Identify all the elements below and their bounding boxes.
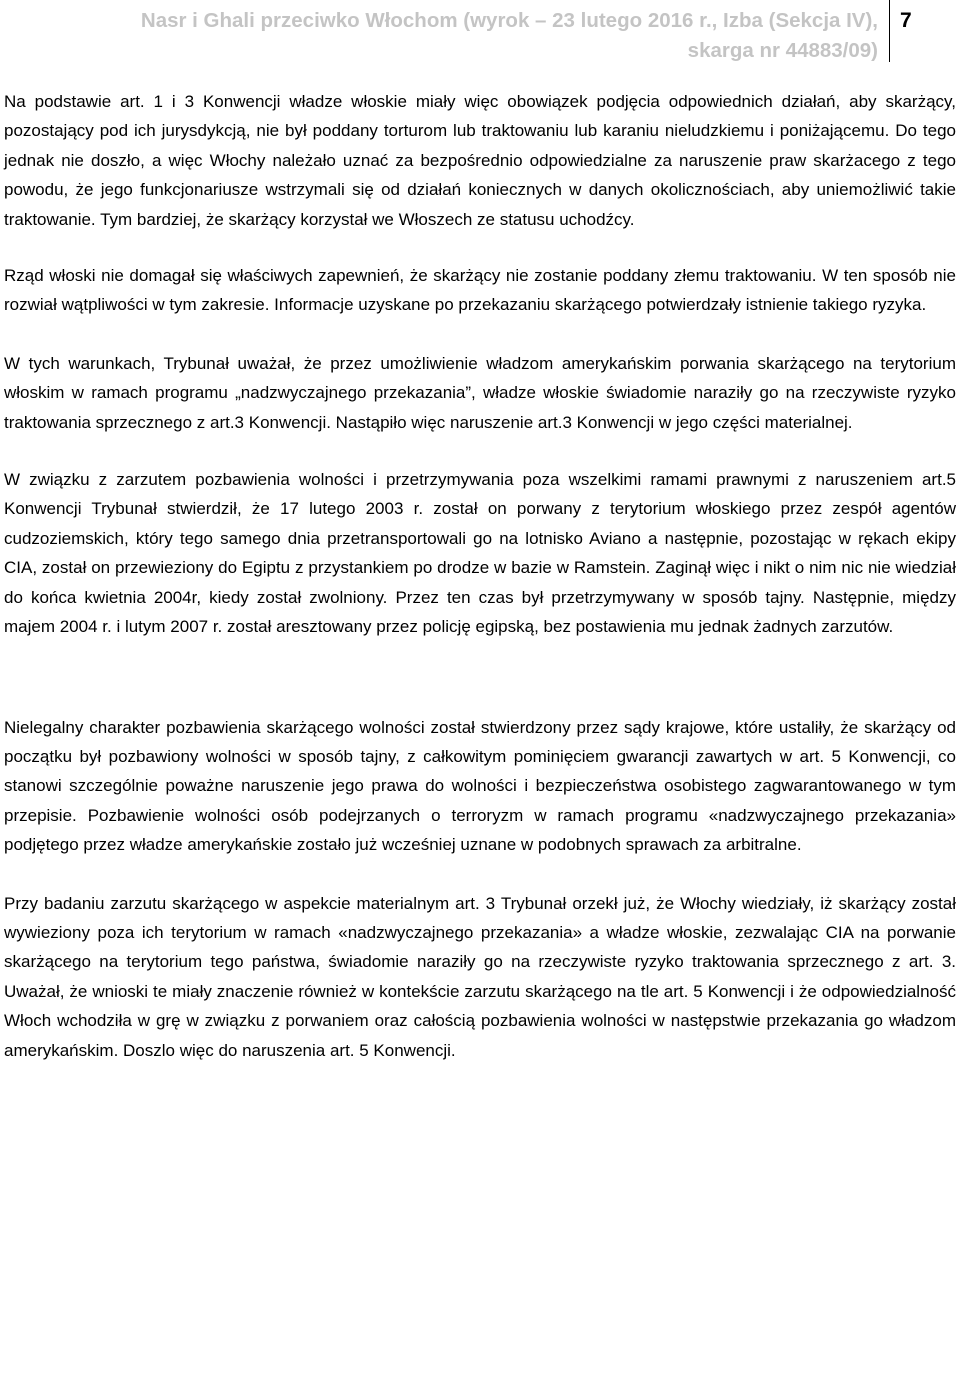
paragraph-5: Nielegalny charakter pozbawienia skarżącego wolności został stwierdzony przez sądy krajowe, które ustaliły, że skarżący od początku był pozbawiony wolności w sposób tajny, z całkowitym pominięciem gwarancji zawartych w art. 5 Konwencji, co stanowi szczególnie poważne naruszenie jego prawa do wolności i bezpieczeństwa osobistego zagwarantowanego w tym przepisie. Pozbawienie wolności osób podejrzanych o terroryzm w ramach programu «nadzwyczajnego przekazania» podjętego przez władze amerykańskie zostało już wcześniej uznane w podobnych sprawach za arbitralne. — [4, 717, 956, 855]
document-body — [4, 87, 956, 1065]
page-header — [0, 0, 960, 70]
paragraph-2: Rząd włoski nie domagał się właściwych zapewnień, że skarżący nie zostanie poddany złemu traktowaniu. W ten sposób nie rozwiał wątpliwości w tym zakresie. Informacje uzyskane po przekazaniu skarżącego potwierdzały istnienie takiego ryzyka. — [4, 266, 956, 315]
paragraph-1: Na podstawie art. 1 i 3 Konwencji władze włoskie miały więc obowiązek podjęcia odpowiednich działań, aby skarżący, pozostający pod ich jurysdykcją, nie był poddany torturom lub traktowaniu lub karaniu nieludzkiemu i poniżającemu. Do tego jednak nie doszło, a więc Włochy należało uznać za bezpośrednio odpowiedzialne za naruszenie praw skarżacego z tego powodu, że jego funkcjonariusze wstrzymali się od działań koniecznych w danych okolicznościach, aby uniemożliwić takie traktowanie. Tym bardziej, że skarżący korzystał we Włoszech ze statusu uchodźcy. — [4, 92, 956, 229]
running-header-title: Nasr i Ghali przeciwko Włochom (wyrok – 23 lutego 2016 r., Izba (Sekcja IV), skarga nr 44883/09) — [140, 9, 878, 62]
paragraph-3: W tych warunkach, Trybunał uważał, że przez umożliwienie władzom amerykańskim porwania skarżącego na terytorium włoskim w ramach programu „nadzwyczajnego przekazania”, władze włoskie świadomie naraziły go na rzeczywiste ryzyko traktowania sprzecznego z art.3 Konwencji. Nastąpiło więc naruszenie art.3 Konwencji w jego części materialnej. — [4, 353, 956, 432]
paragraph-4: W związku z zarzutem pozbawienia wolności i przetrzymywania poza wszelkimi ramami prawnymi z naruszeniem art.5 Konwencji Trybunał stwierdził, że 17 lutego 2003 r. został on porwany z terytorium włoskiego przez zespół agentów cudzoziemskich, który tego samego dnia przetransportowali go na lotnisko Aviano a następnie, pozostając w rękach ekipy CIA, został on przewieziony do Egiptu z przystankiem po drodze w bazie w Ramstein. Zaginął więc i nikt o nim nic nie wiedział do końca kwietnia 2004r, kiedy został zwolniony. Przez ten czas był przetrzymywany w sposób tajny. Następnie, między majem 2004 r. i lutym 2007 r. został aresztowany przez policję egipską, bez postawienia mu jednak żadnych zarzutów. — [4, 470, 956, 637]
header-divider — [889, 0, 890, 62]
paragraph-6: Przy badaniu zarzutu skarżącego w aspekcie materialnym art. 3 Trybunał orzekł już, że Włochy wiedziały, iż skarżący został wywieziony poza ich terytorium w ramach «nadzwyczajnego przekazania» a władze włoskie, zezwalając CIA na porwanie skarżącego na terytorium tego państwa, świadomie naraziły go na rzeczywiste ryzyko traktowania sprzecznego z art. 3. Uważał, że wnioski te miały znaczenie również w kontekście zarzutu skarżącego na tle art. 5 Konwencji i że odpowiedzialność Włoch wchodziła w grę w związku z porwaniem oraz całością pozbawienia wolności w następstwie przekazania go władzom amerykańskim. Doszlo więc do naruszenia art. 5 Konwencji. — [4, 893, 956, 1060]
page-number: 7 — [900, 9, 912, 32]
